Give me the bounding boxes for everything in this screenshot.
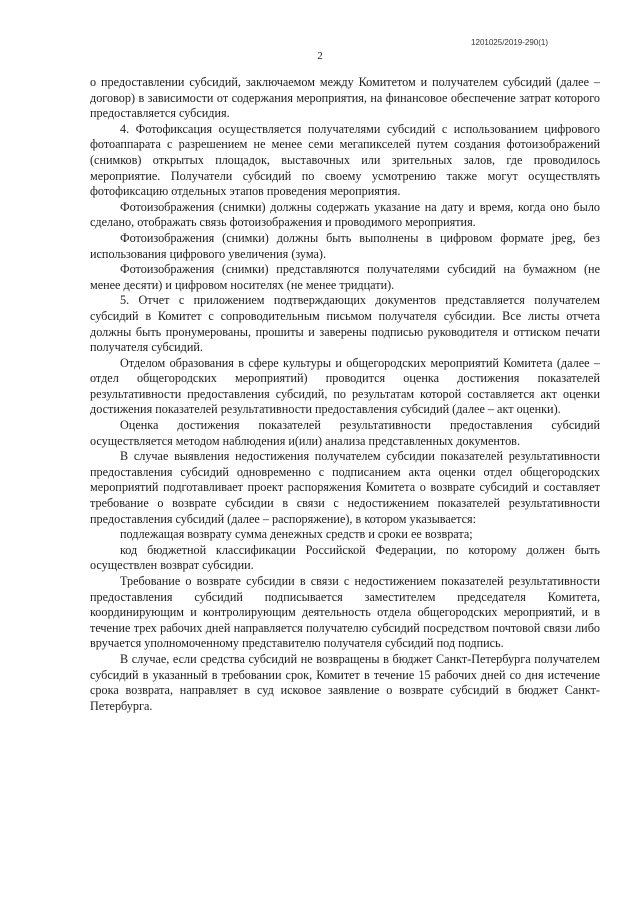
paragraph: 4. Фотофиксация осуществляется получателями субсидий с использованием цифрового фотоаппарата с разрешением не менее семи мегапикселей путем создания фотоизображений (снимков) открытых площадок, выставочных или зрительных залов, где проводилось мероприятие. Получатели субсидий по своему усмотрению также могут осуществлять фотофиксацию отдельных этапов проведения мероприятия.	[90, 121, 600, 199]
document-id: 1201025/2019-290(1)	[471, 38, 548, 47]
paragraph: код бюджетной классификации Российской Федерации, по которому должен быть осуществлен возврат субсидии.	[90, 542, 600, 573]
paragraph: подлежащая возврату сумма денежных средств и сроки ее возврата;	[120, 527, 473, 542]
paragraph: Оценка достижения показателей результативности предоставления субсидий осуществляется методом наблюдения и(или) анализа представленных документов.	[90, 418, 600, 448]
page-number: 2	[317, 50, 323, 62]
paragraph: Требование о возврате субсидии в связи с недостижением показателей результативности предоставления субсидий подписывается заместителем председателя Комитета, координирующим и контролирующим деятельность отдела общегородских мероприятий, и в течение трех рабочих дней направляется получателю субсидий посредством почтовой связи либо вручается уполномоченному представителю получателя субсидий под подпись.	[90, 574, 600, 651]
document-body	[90, 75, 600, 714]
paragraph: В случае выявления недостижения получателем субсидии показателей результативности предоставления субсидий одновременно с подписанием акта оценки отдел общегородских мероприятий подготавливает проект распоряжения Комитета о возврате субсидий и составляет требование о возврате субсидии в связи с недостижением показателей результативности предоставления субсидий (далее – распоряжение), в котором указывается:	[90, 449, 600, 526]
paragraph: Отделом образования в сфере культуры и общегородских мероприятий Комитета (далее – отдел общегородских мероприятий) проводится оценка достижения показателей результативности предоставления субсидий, по результатам которой составляется акт оценки достижения показателей результативности предоставления субсидий (далее – акт оценки).	[90, 355, 600, 417]
paragraph: Фотоизображения (снимки) должны содержать указание на дату и время, когда оно было сделано, отображать связь фотоизображения и проводимого мероприятия.	[90, 199, 600, 230]
paragraph: В случае, если средства субсидий не возвращены в бюджет Санкт-Петербурга получателем субсидий в указанный в требовании срок, Комитет в течение 15 рабочих дней со дня истечение срока возврата, направляет в суд исковое заявление о возврате субсидий в бюджет Санкт-Петербурга.	[90, 651, 600, 713]
paragraph: 5. Отчет с приложением подтверждающих документов представляется получателем субсидий в Комитет с сопроводительным письмом получателя субсидии. Все листы отчета должны быть пронумерованы, прошиты и заверены подписью руководителя и оттиском печати получателя субсидий.	[90, 293, 600, 355]
paragraph: Фотоизображения (снимки) представляются получателями субсидий на бумажном (не менее десяти) и цифровом носителях (не менее тридцати).	[90, 262, 600, 292]
paragraph: Фотоизображения (снимки) должны быть выполнены в цифровом формате jpeg, без использования цифрового увеличения (зума).	[90, 230, 600, 261]
paragraph: о предоставлении субсидий, заключаемом между Комитетом и получателем субсидий (далее – договор) в зависимости от содержания мероприятия, на финансовое обеспечение затрат которого предоставляется субсидия.	[90, 75, 600, 121]
